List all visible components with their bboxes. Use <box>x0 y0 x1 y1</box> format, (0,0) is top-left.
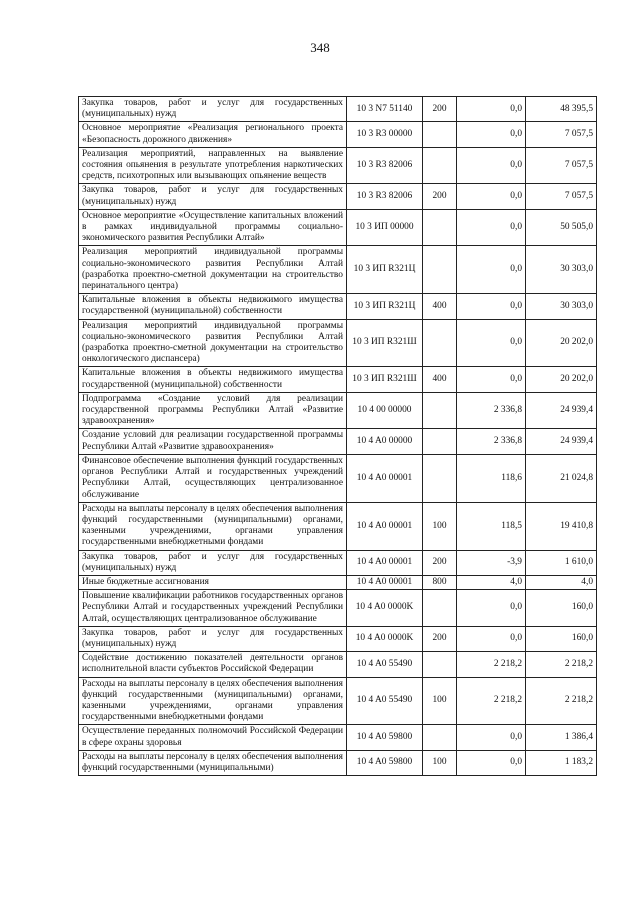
item-name-cell: Закупка товаров, работ и услуг для государственных (муниципальных) нужд <box>79 97 347 122</box>
amount-total-cell: 4,0 <box>526 575 597 589</box>
target-code-cell: 10 3 ИП 00000 <box>347 209 423 246</box>
target-code-cell: 10 4 A0 55490 <box>347 652 423 677</box>
expense-type-cell <box>423 246 457 294</box>
expense-type-cell <box>423 454 457 502</box>
expense-type-cell: 100 <box>423 677 457 725</box>
item-name-cell: Реализация мероприятий индивидуальной программы социально-экономического развития Республики Алтай (разработка проектно-сметной документации на строительство перинатального центра) <box>79 246 347 294</box>
amount-change-cell: 4,0 <box>457 575 526 589</box>
expense-type-cell: 200 <box>423 550 457 575</box>
amount-change-cell: 2 336,8 <box>457 429 526 454</box>
amount-total-cell: 30 303,0 <box>526 246 597 294</box>
expense-type-cell: 100 <box>423 502 457 550</box>
table-row <box>79 392 597 429</box>
expense-type-cell <box>423 392 457 429</box>
item-name-cell: Закупка товаров, работ и услуг для государственных (муниципальных) нужд <box>79 626 347 651</box>
amount-total-cell: 7 057,5 <box>526 184 597 209</box>
amount-total-cell: 160,0 <box>526 590 597 627</box>
table-row <box>79 122 597 147</box>
amount-total-cell: 30 303,0 <box>526 294 597 319</box>
item-name-cell: Подпрограмма «Создание условий для реализации государственной программы Республики Алтай «Развитие здравоохранения» <box>79 392 347 429</box>
target-code-cell: 10 3 N7 51140 <box>347 97 423 122</box>
item-name-cell: Основное мероприятие «Осуществление капитальных вложений в рамках индивидуальной программы социально-экономического развития Республики Алтай» <box>79 209 347 246</box>
amount-change-cell: 0,0 <box>457 319 526 367</box>
item-name-cell: Реализация мероприятий, направленных на выявление состояния опьянения в результате употребления наркотических средств, психотропных или вызывающих опьянение веществ <box>79 147 347 184</box>
expense-type-cell <box>423 209 457 246</box>
amount-change-cell: 0,0 <box>457 590 526 627</box>
amount-change-cell: 0,0 <box>457 626 526 651</box>
target-code-cell: 10 4 A0 00001 <box>347 454 423 502</box>
table-row <box>79 147 597 184</box>
amount-total-cell: 24 939,4 <box>526 392 597 429</box>
table-row <box>79 429 597 454</box>
amount-change-cell: 0,0 <box>457 184 526 209</box>
item-name-cell: Содействие достижению показателей деятельности органов исполнительной власти субъектов Российской Федерации <box>79 652 347 677</box>
target-code-cell: 10 4 A0 00001 <box>347 550 423 575</box>
expense-type-cell <box>423 590 457 627</box>
target-code-cell: 10 4 A0 0000K <box>347 626 423 651</box>
expense-type-cell <box>423 147 457 184</box>
target-code-cell: 10 4 A0 00001 <box>347 502 423 550</box>
target-code-cell: 10 4 A0 00000 <box>347 429 423 454</box>
expense-type-cell <box>423 319 457 367</box>
amount-total-cell: 19 410,8 <box>526 502 597 550</box>
target-code-cell: 10 4 A0 55490 <box>347 677 423 725</box>
item-name-cell: Осуществление переданных полномочий Российской Федерации в сфере охраны здоровья <box>79 725 347 750</box>
amount-change-cell: 118,5 <box>457 502 526 550</box>
amount-change-cell: 0,0 <box>457 97 526 122</box>
item-name-cell: Капитальные вложения в объекты недвижимого имущества государственной (муниципальной) собственности <box>79 294 347 319</box>
target-code-cell: 10 3 R3 82006 <box>347 184 423 209</box>
table-row <box>79 367 597 392</box>
amount-change-cell: 0,0 <box>457 750 526 775</box>
target-code-cell: 10 4 A0 59800 <box>347 750 423 775</box>
amount-total-cell: 24 939,4 <box>526 429 597 454</box>
table-row <box>79 319 597 367</box>
item-name-cell: Капитальные вложения в объекты недвижимого имущества государственной (муниципальной) собственности <box>79 367 347 392</box>
item-name-cell: Финансовое обеспечение выполнения функций государственных органов Республики Алтай и государственных учреждений Республики Алтай, осуществляющих централизованное обслуживание <box>79 454 347 502</box>
expense-type-cell <box>423 725 457 750</box>
table-row <box>79 209 597 246</box>
target-code-cell: 10 4 00 00000 <box>347 392 423 429</box>
amount-change-cell: 0,0 <box>457 367 526 392</box>
table-row <box>79 454 597 502</box>
amount-total-cell: 2 218,2 <box>526 677 597 725</box>
table-row <box>79 550 597 575</box>
amount-change-cell: 0,0 <box>457 209 526 246</box>
table-row <box>79 652 597 677</box>
amount-total-cell: 1 386,4 <box>526 725 597 750</box>
table-row <box>79 750 597 775</box>
table-row <box>79 725 597 750</box>
expense-type-cell: 100 <box>423 750 457 775</box>
target-code-cell: 10 3 R3 00000 <box>347 122 423 147</box>
amount-total-cell: 21 024,8 <box>526 454 597 502</box>
amount-total-cell: 1 610,0 <box>526 550 597 575</box>
item-name-cell: Закупка товаров, работ и услуг для государственных (муниципальных) нужд <box>79 550 347 575</box>
target-code-cell: 10 4 A0 59800 <box>347 725 423 750</box>
item-name-cell: Повышение квалификации работников государственных органов Республики Алтай и государственных учреждений Республики Алтай, осуществляющих централизованное обслуживание <box>79 590 347 627</box>
amount-total-cell: 2 218,2 <box>526 652 597 677</box>
item-name-cell: Основное мероприятие «Реализация регионального проекта «Безопасность дорожного движения» <box>79 122 347 147</box>
budget-table <box>78 96 597 776</box>
item-name-cell: Расходы на выплаты персоналу в целях обеспечения выполнения функций государственными (муниципальными) органами, казенными учреждениями, органами управления государственными внебюджетными фондами <box>79 677 347 725</box>
amount-change-cell: 0,0 <box>457 294 526 319</box>
expense-type-cell: 200 <box>423 184 457 209</box>
item-name-cell: Создание условий для реализации государственной программы Республики Алтай «Развитие здравоохранения» <box>79 429 347 454</box>
expense-type-cell: 200 <box>423 97 457 122</box>
item-name-cell: Закупка товаров, работ и услуг для государственных (муниципальных) нужд <box>79 184 347 209</box>
table-row <box>79 502 597 550</box>
target-code-cell: 10 3 ИП R321Ц <box>347 294 423 319</box>
target-code-cell: 10 3 ИП R321Ш <box>347 319 423 367</box>
expense-type-cell <box>423 429 457 454</box>
amount-change-cell: 0,0 <box>457 122 526 147</box>
budget-table-body <box>79 97 597 776</box>
expense-type-cell <box>423 652 457 677</box>
amount-total-cell: 160,0 <box>526 626 597 651</box>
expense-type-cell: 400 <box>423 294 457 319</box>
amount-total-cell: 50 505,0 <box>526 209 597 246</box>
table-row <box>79 184 597 209</box>
page-number: 348 <box>310 40 330 55</box>
amount-total-cell: 48 395,5 <box>526 97 597 122</box>
expense-type-cell: 400 <box>423 367 457 392</box>
amount-total-cell: 20 202,0 <box>526 367 597 392</box>
target-code-cell: 10 3 ИП R321Ш <box>347 367 423 392</box>
amount-change-cell: 0,0 <box>457 246 526 294</box>
amount-total-cell: 7 057,5 <box>526 147 597 184</box>
table-row <box>79 575 597 589</box>
amount-change-cell: 2 336,8 <box>457 392 526 429</box>
table-row <box>79 626 597 651</box>
amount-total-cell: 7 057,5 <box>526 122 597 147</box>
expense-type-cell: 800 <box>423 575 457 589</box>
item-name-cell: Реализация мероприятий индивидуальной программы социально-экономического развития Республики Алтай (разработка проектно-сметной документации на строительство онкологического диспансера) <box>79 319 347 367</box>
expense-type-cell: 200 <box>423 626 457 651</box>
table-row <box>79 246 597 294</box>
table-row <box>79 97 597 122</box>
amount-change-cell: 2 218,2 <box>457 677 526 725</box>
table-row <box>79 294 597 319</box>
target-code-cell: 10 4 A0 0000K <box>347 590 423 627</box>
amount-change-cell: -3,9 <box>457 550 526 575</box>
target-code-cell: 10 3 R3 82006 <box>347 147 423 184</box>
expense-type-cell <box>423 122 457 147</box>
item-name-cell: Расходы на выплаты персоналу в целях обеспечения выполнения функций государственными (муниципальными) <box>79 750 347 775</box>
amount-change-cell: 2 218,2 <box>457 652 526 677</box>
amount-total-cell: 1 183,2 <box>526 750 597 775</box>
target-code-cell: 10 4 A0 00001 <box>347 575 423 589</box>
target-code-cell: 10 3 ИП R321Ц <box>347 246 423 294</box>
amount-total-cell: 20 202,0 <box>526 319 597 367</box>
amount-change-cell: 0,0 <box>457 725 526 750</box>
table-row <box>79 677 597 725</box>
amount-change-cell: 0,0 <box>457 147 526 184</box>
item-name-cell: Расходы на выплаты персоналу в целях обеспечения выполнения функций государственными (муниципальными) органами, казенными учреждениями, органами управления государственными внебюджетными фондами <box>79 502 347 550</box>
item-name-cell: Иные бюджетные ассигнования <box>79 575 347 589</box>
table-row <box>79 590 597 627</box>
amount-change-cell: 118,6 <box>457 454 526 502</box>
